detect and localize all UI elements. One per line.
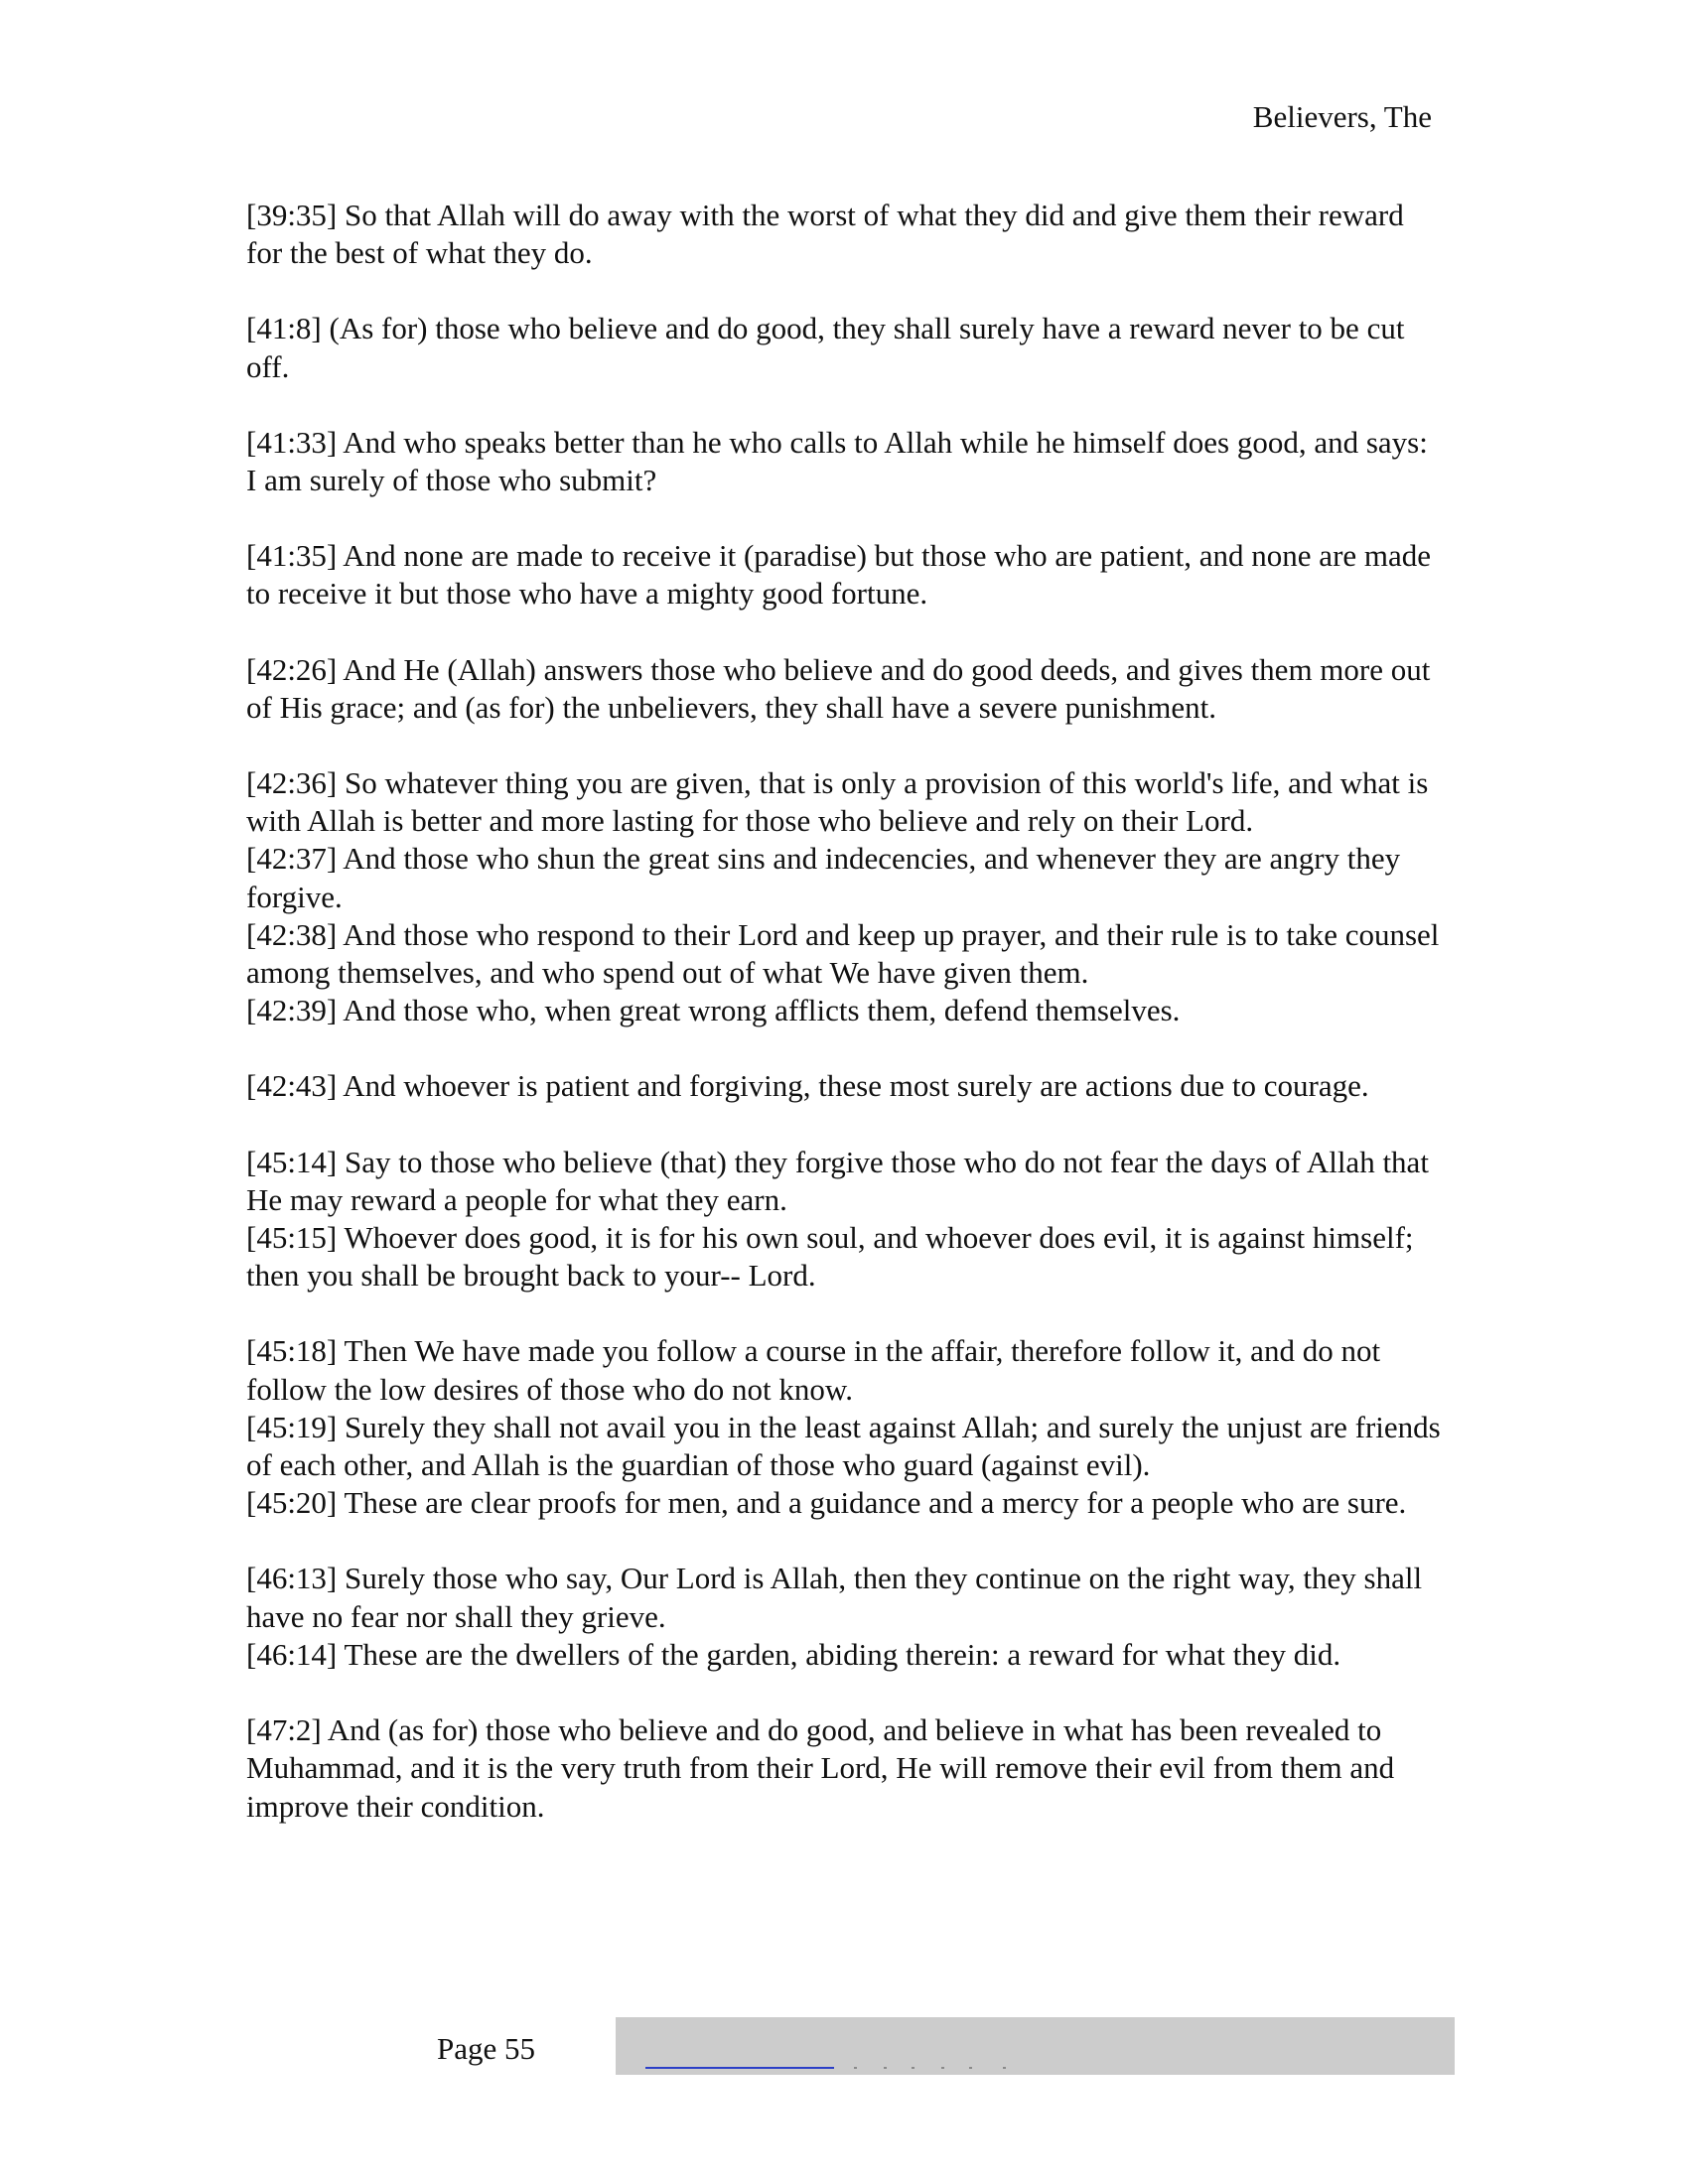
verse: [41:8] (As for) those who believe and do good, they shall surely have a reward never to be cut off.	[246, 311, 1405, 384]
verse: [45:14] Say to those who believe (that) they forgive those who do not fear the days of Allah that He may reward a people for what they earn.	[246, 1144, 1429, 1217]
verse-group	[246, 310, 1443, 385]
verse-group	[246, 537, 1443, 613]
verse-group	[246, 1560, 1443, 1674]
verse: [45:19] Surely they shall not avail you in the least against Allah; and surely the unjust are friends of each other, and Allah is the guardian of those who guard (against evil).	[246, 1409, 1441, 1483]
verse-group	[246, 651, 1443, 727]
verse: [42:36] So whatever thing you are given, that is only a provision of this world's life, and what is with Allah is better and more lasting for those who believe and rely on their Lord.	[246, 765, 1429, 839]
running-header: Believers, The	[1252, 99, 1432, 134]
verse-group	[246, 1332, 1443, 1522]
verse: [42:26] And He (Allah) answers those who believe and do good deeds, and gives them more out of His grace; and (as for) the unbelievers, they shall have a severe punishment.	[246, 651, 1431, 725]
verse-group	[246, 1144, 1443, 1296]
footer-bar	[616, 2017, 1455, 2075]
verse: [41:35] And none are made to receive it (paradise) but those who are patient, and none are made to receive it but those who have a mighty good fortune.	[246, 538, 1432, 612]
footer-link-underline[interactable]	[645, 2067, 834, 2069]
verse: [46:13] Surely those who say, Our Lord is Allah, then they continue on the right way, they shall have no fear nor shall they grieve.	[246, 1561, 1423, 1634]
verse: [41:33] And who speaks better than he who calls to Allah while he himself does good, and says: I am surely of those who submit?	[246, 424, 1428, 498]
verse: [39:35] So that Allah will do away with the worst of what they did and give them their reward for the best of what they do.	[246, 198, 1404, 271]
verse: [45:15] Whoever does good, it is for his own soul, and whoever does evil, it is against himself; then you shall be brought back to your-- Lord.	[246, 1220, 1414, 1294]
verse-group	[246, 424, 1443, 499]
verse-group	[246, 197, 1443, 272]
verse-list	[246, 197, 1443, 1863]
verse: [46:14] These are the dwellers of the garden, abiding therein: a reward for what they did.	[246, 1636, 1341, 1672]
page-footer	[0, 2017, 1688, 2077]
verse: [47:2] And (as for) those who believe and do good, and believe in what has been revealed to Muhammad, and it is the very truth from their Lord, He will remove their evil from them and improve their condition.	[246, 1712, 1395, 1824]
verse: [42:39] And those who, when great wrong afflicts them, defend themselves.	[246, 993, 1181, 1028]
verse: [42:38] And those who respond to their Lord and keep up prayer, and their rule is to take counsel among themselves, and who spend out of what We have given them.	[246, 916, 1440, 991]
verse-group	[246, 764, 1443, 1029]
verse: [42:43] And whoever is patient and forgiving, these most surely are actions due to courage.	[246, 1068, 1369, 1104]
verse-group	[246, 1067, 1443, 1105]
page-number: Page 55	[437, 2031, 536, 2066]
footer-text-fragments	[844, 2067, 1023, 2069]
verse-group	[246, 1711, 1443, 1826]
verse: [42:37] And those who shun the great sins and indecencies, and whenever they are angry they forgive.	[246, 841, 1401, 914]
verse: [45:20] These are clear proofs for men, and a guidance and a mercy for a people who are sure.	[246, 1485, 1407, 1521]
verse: [45:18] Then We have made you follow a course in the affair, therefore follow it, and do not follow the low desires of those who do not know.	[246, 1333, 1381, 1407]
